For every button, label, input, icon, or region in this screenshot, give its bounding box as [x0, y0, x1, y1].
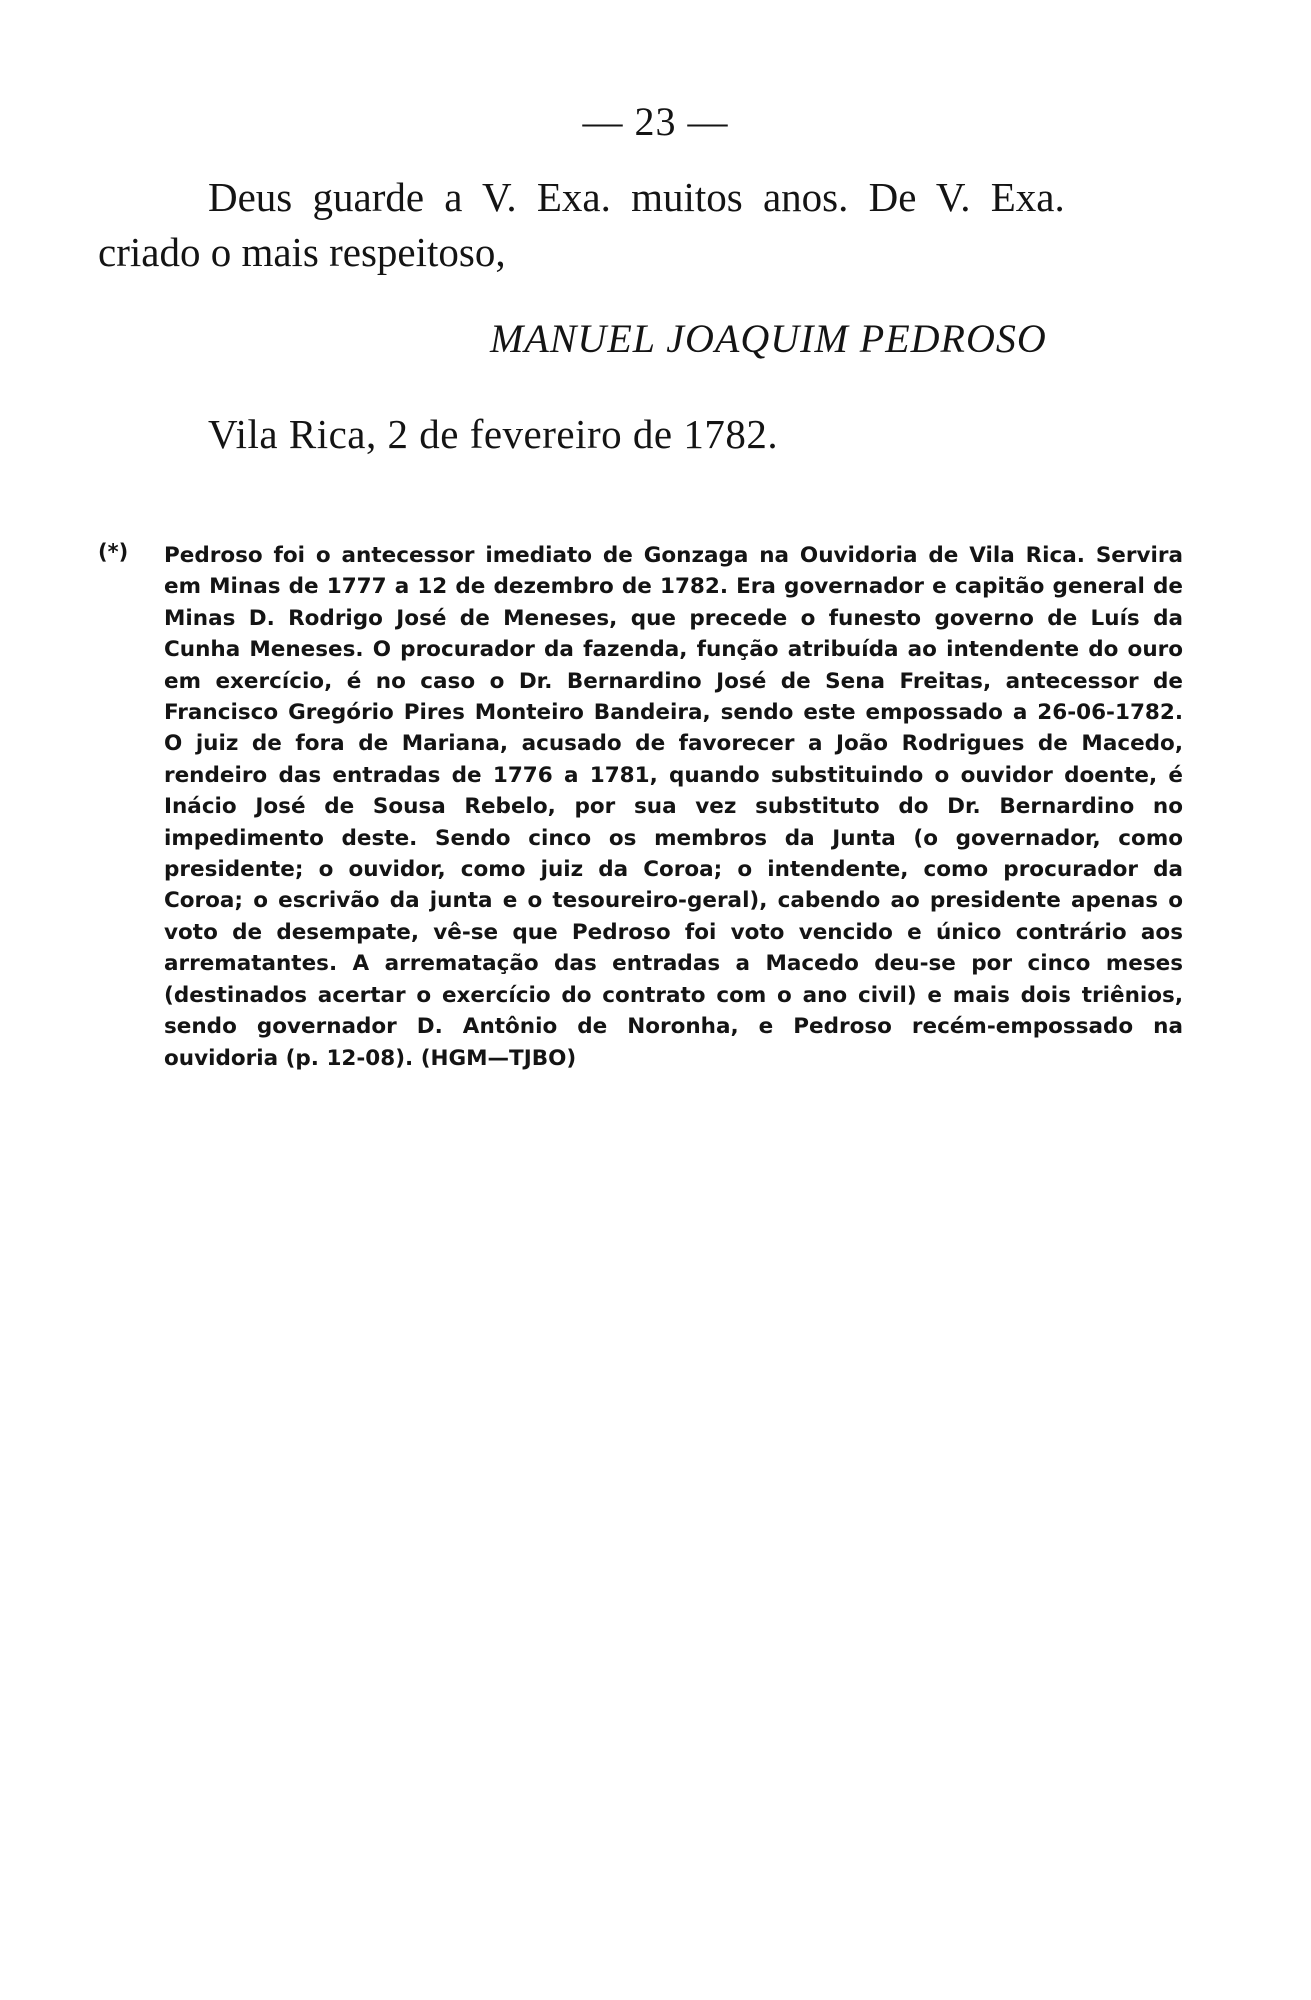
footnote [98, 540, 1183, 1074]
signature: MANUEL JOAQUIM PEDROSO [490, 316, 1047, 361]
closing-line-1: Deus guarde a V. Exa. muitos anos. De V. Exa. [208, 174, 1065, 220]
footnote-marker: (*) [98, 540, 129, 564]
closing-formula [98, 170, 1178, 280]
closing-line-2: criado o mais respeitoso, [98, 229, 506, 275]
page-number: — 23 — [582, 99, 729, 144]
footnote-text: Pedroso foi o antecessor imediato de Gonzaga na Ouvidoria de Vila Rica. Servira em Minas de 1777 a 12 de dezembro de 1782. Era governador e capitão general de Minas D. Rodrigo José de Meneses, que precede o funesto governo de Luís da Cunha Meneses. O procurador da fazenda, função atribuída ao intendente do ouro em exercício, é no caso o Dr. Bernardino José de Sena Freitas, antecessor de Francisco Gregório Pires Monteiro Bandeira, sendo este empossado a 26-06-1782. O juiz de fora de Mariana, acusado de favorecer a João Rodrigues de Macedo, rendeiro das entradas de 1776 a 1781, quando substituindo o ouvidor doente, é Inácio José de Sousa Rebelo, por sua vez substituto do Dr. Bernardino no impedimento deste. Sendo cinco os membros da Junta (o governador, como presidente; o ouvidor, como juiz da Coroa; o intendente, como procurador da Coroa; o escrivão da junta e o tesoureiro-geral), cabendo ao presidente apenas o voto de desempate, vê-se que Pedroso foi voto vencido e único contrário aos arrematantes. A arrematação das entradas a Macedo deu-se por cinco meses (destinados acertar o exercício do contrato com o ano civil) e mais dois triênios, sendo governador D. Antônio de Noronha, e Pedroso recém-empossado na ouvidoria (p. 12-08). (HGM—TJBO) [164, 543, 1183, 1071]
place-and-date: Vila Rica, 2 de fevereiro de 1782. [208, 411, 779, 457]
